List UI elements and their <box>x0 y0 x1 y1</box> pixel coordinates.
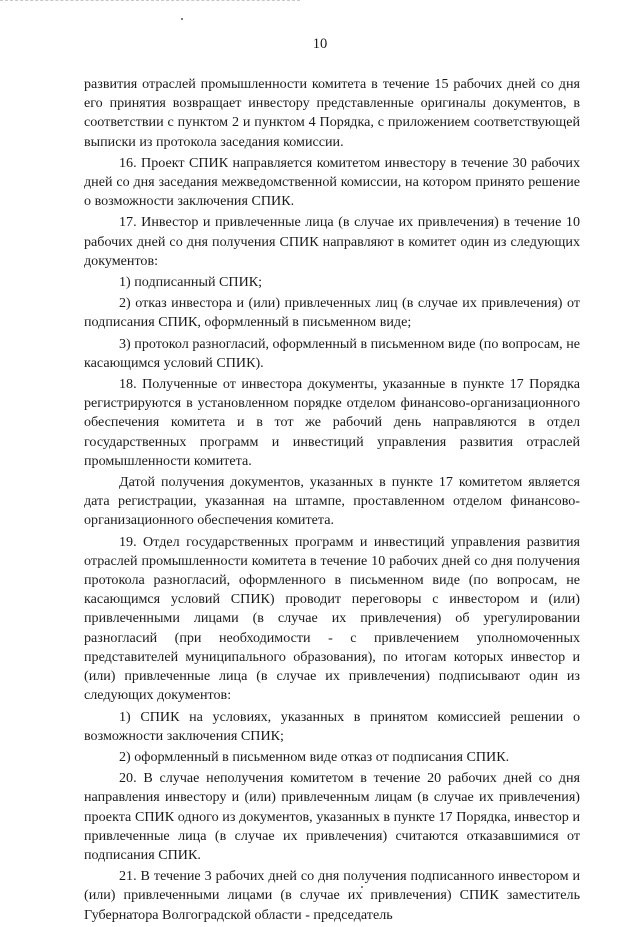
paragraph-17-item-3: 3) протокол разногласий, оформленный в письменном виде (по вопросам, не касающимся условий СПИК). <box>84 335 580 371</box>
scan-speck <box>181 18 183 20</box>
paragraph-20: 20. В случае неполучения комитетом в течение 20 рабочих дней со дня направления инвестору и (или) привлеченным лицам (в случае их привлечения) проекта СПИК одного из документов, указанных в пункте 17 Порядка, инвестор и привлеченные лица (в случае их привлечения) считаются отказавшимися от подписания СПИК. <box>84 770 580 863</box>
paragraph-18-date: Датой получения документов, указанных в пункте 17 комитетом является дата регистрации, указанная на штампе, проставленном отделом финансово-организационного обеспечения комитета. <box>84 474 580 529</box>
document-body <box>84 75 580 927</box>
paragraph-17: 17. Инвестор и привлеченные лица (в случае их привлечения) в течение 10 рабочих дней со дня получения СПИК направляют в комитет один из следующих документов: <box>84 214 580 269</box>
page-number: 10 <box>312 36 328 52</box>
scan-edge-mark <box>0 0 300 5</box>
paragraph-17-item-2: 2) отказ инвестора и (или) привлеченных лиц (в случае их привлечения) от подписания СПИК, оформленный в письменном виде; <box>84 295 580 331</box>
paragraph-19-item-2: 2) оформленный в письменном виде отказ от подписания СПИК. <box>119 748 510 765</box>
paragraph-18: 18. Полученные от инвестора документы, указанные в пункте 17 Порядка регистрируются в установленном порядке отделом финансово-организационного обеспечения комитета и в тот же рабочий день направляются в отдел государственных программ и инвестиций управления развития отраслей промышленности комитета. <box>84 376 580 469</box>
paragraph-19-item-1: 1) СПИК на условиях, указанных в принятом комиссией решении о возможности заключения СПИК; <box>84 708 580 744</box>
paragraph-19: 19. Отдел государственных программ и инвестиций управления развития отраслей промышленности комитета в течение 10 рабочих дней со дня получения протокола разногласий, оформленного в письменном виде (по вопросам, не касающимся условий СПИК) проводит переговоры с инвестором и (или) привлеченными лицами (в случае их привлечения) об урегулировании разногласий (при необходимости - с привлечением уполномоченных представителей муниципального образования), по итогам которых инвестор и (или) привлеченные лица (в случае их привлечения) подписывают один из следующих документов: <box>84 533 580 704</box>
paragraph-continuation: развития отраслей промышленности комитета в течение 15 рабочих дней со дня его принятия возвращает инвестору представленные оригиналы документов, в соответствии с пунктом 2 и пунктом 4 Порядка, с приложением соответствующей выписки из протокола заседания комиссии. <box>84 76 580 150</box>
paragraph-17-item-1: 1) подписанный СПИК; <box>119 274 263 291</box>
paragraph-21: 21. В течение 3 рабочих дней со дня получения подписанного инвестором и (или) привлеченными лицами (в случае их привлечения) СПИК заместитель Губернатора Волгоградской области - председатель <box>84 868 580 923</box>
paragraph-16: 16. Проект СПИК направляется комитетом инвестору в течение 30 рабочих дней со дня заседания межведомственной комиссии, на котором принято решение о возможности заключения СПИК. <box>84 154 580 210</box>
